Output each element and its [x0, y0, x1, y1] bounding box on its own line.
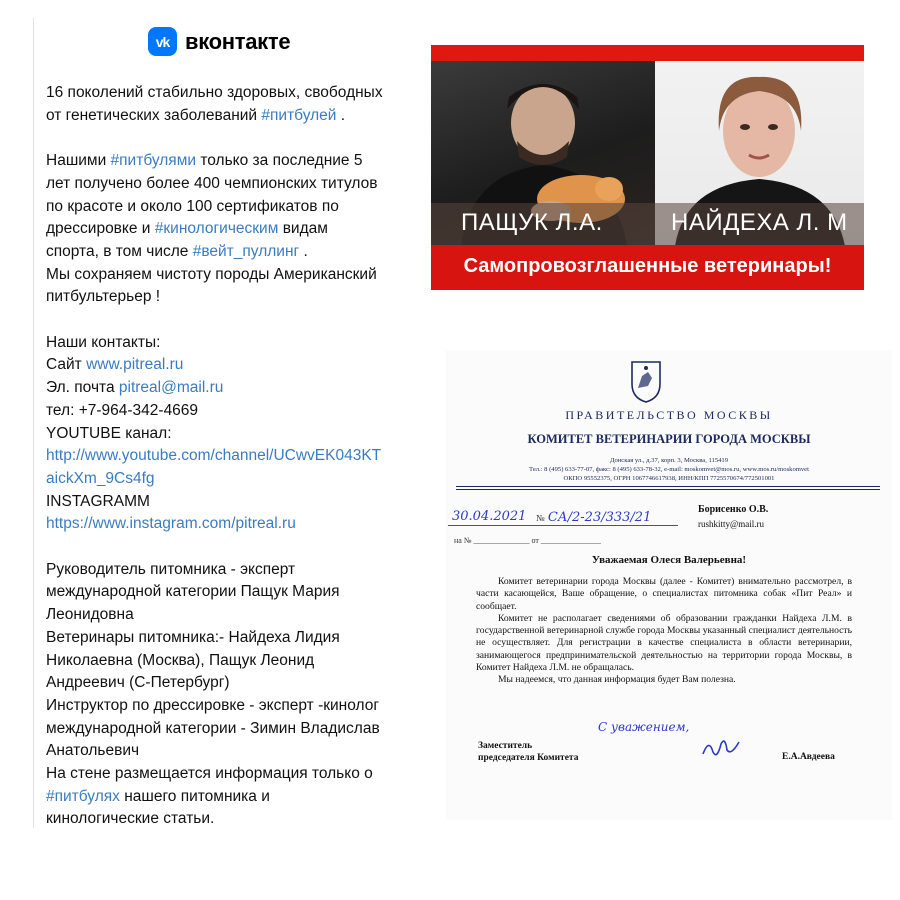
- post-text-span: .: [340, 106, 346, 124]
- vk-header: [148, 27, 290, 56]
- hashtag-link[interactable]: #питбулями: [110, 152, 197, 170]
- post-line: [46, 105, 421, 128]
- post-line: Руководитель питомника - эксперт: [46, 560, 296, 578]
- letter-paragraph: Мы надеемся, что данная информация будет Вам полезна.: [498, 674, 736, 686]
- reference-line: на № ______________ от _______________: [454, 536, 601, 545]
- letterhead-address: [446, 456, 892, 483]
- instagram-link[interactable]: https://www.instagram.com/pitreal.ru: [46, 515, 296, 533]
- number-sign: №: [536, 513, 545, 523]
- post-line: международной категории - Зимин Владислав: [46, 719, 380, 737]
- signatory-title-line: председателя Комитета: [478, 753, 579, 763]
- letter-paragraph: Комитет не располагает сведениями об образовании гражданки Найдеха Л.М. в государственной ветеринарной службе города Москвы указанный специалист деятельность не осуществляет. Для регистрации в качестве специалиста в области ветеринарии, занимающегося предпринимательской деятельностью на территории города Москвы, в Комитет Найдеха Л.М. не обращалась.: [476, 612, 852, 674]
- email-label: Эл. почта: [46, 379, 115, 397]
- post-text-span: нашего питомника и: [124, 787, 270, 805]
- signatory-name: Е.А.Авдеева: [782, 752, 835, 762]
- instagram-label: INSTAGRAMM: [46, 492, 150, 510]
- signature-icon: [701, 736, 741, 765]
- email-link[interactable]: pitreal@mail.ru: [118, 379, 224, 397]
- recipient-name: Борисенко О.В.: [698, 504, 769, 515]
- moscow-emblem-icon: [624, 358, 668, 409]
- caption-name-right: НАЙДЕХА Л. М: [671, 209, 848, 236]
- post-line: Андреевич (С-Петербург): [46, 674, 230, 692]
- official-letter: [446, 350, 892, 820]
- banner-caption: Самопровозглашенные ветеринары!: [431, 245, 864, 290]
- post-text-span: Нашими: [46, 152, 107, 170]
- collage-top-bar: [431, 45, 864, 61]
- post-text-span: спорта, в том числе: [46, 242, 189, 260]
- hashtag-link[interactable]: #питбулей: [261, 106, 337, 124]
- post-line: международной категории Пащук Мария: [46, 583, 340, 601]
- post-text-span: только за последние 5: [200, 152, 363, 170]
- post-line: [46, 786, 421, 809]
- recipient-block: [698, 502, 768, 531]
- address-line: Тел.: 8 (495) 633-77-07, факс: 8 (495) 633-78-32, e-mail: moskomvet@mos.ru, www.mos.ru/moskomvet: [529, 466, 809, 473]
- letterhead-divider: [456, 486, 880, 487]
- vk-brand-name: вконтакте: [185, 28, 291, 54]
- post-line: [46, 150, 421, 173]
- letterhead-government: ПРАВИТЕЛЬСТВО МОСКВЫ: [565, 408, 773, 422]
- post-line: Леонидовна: [46, 606, 134, 624]
- post-text-span: .: [303, 242, 308, 260]
- post-line: На стене размещается информация только о: [46, 765, 373, 783]
- hashtag-link[interactable]: #кинологическим: [154, 220, 279, 238]
- post-line: Анатольевич: [46, 742, 140, 760]
- registration-number: [536, 509, 651, 525]
- hashtag-link[interactable]: #вейт_пуллинг: [192, 242, 300, 260]
- handwritten-regards: С уважением,: [598, 720, 690, 734]
- post-line: 16 поколений стабильно здоровых, свободных: [46, 84, 383, 101]
- contacts-title: Наши контакты:: [46, 333, 161, 351]
- letter-body: [476, 576, 852, 687]
- site-link[interactable]: www.pitreal.ru: [86, 356, 184, 374]
- registration-date: 30.04.2021: [452, 509, 527, 524]
- caption-name-left: ПАЩУК Л.А.: [461, 209, 603, 236]
- letter-paragraph: Комитет ветеринарии города Москвы (далее - Комитет) внимательно рассмотрел, в части касающейся, Ваше обращение, о специалистах питомника собак «Пит Реал» и сообщает.: [476, 576, 852, 612]
- post-line: Инструктор по дрессировке - эксперт -кинолог: [46, 696, 380, 714]
- address-line: Донская ул., д.37, корп. 3, Москва, 115419: [609, 457, 729, 464]
- photo-collage: [431, 45, 864, 290]
- letterhead-divider: [456, 489, 880, 490]
- youtube-label: YOUTUBE канал:: [46, 424, 172, 442]
- post-line: по красоте и около 100 сертификатов по: [46, 197, 339, 215]
- post-text: [46, 82, 421, 831]
- post-line: [46, 354, 421, 377]
- post-line: Мы сохраняем чистоту породы Американский: [46, 265, 377, 283]
- youtube-link[interactable]: http://www.youtube.com/channel/UCwvEK043KT: [46, 447, 382, 465]
- post-text-span: дрессировке и: [46, 220, 151, 238]
- youtube-link[interactable]: aickXm_9Cs4fg: [46, 469, 155, 487]
- signatory-title: [478, 740, 578, 764]
- recipient-email: rushkitty@mail.ru: [698, 519, 765, 529]
- post-line: [46, 377, 421, 400]
- post-line: питбультерьер !: [46, 288, 161, 306]
- post-line: [46, 241, 421, 264]
- registration-number-value: СА/2-23/333/21: [547, 510, 652, 525]
- phone-line: тел: +7-964-342-4669: [46, 401, 199, 419]
- letterhead-committee: КОМИТЕТ ВЕТЕРИНАРИИ ГОРОДА МОСКВЫ: [527, 432, 811, 446]
- post-line: лет получено более 400 чемпионских титулов: [46, 174, 378, 192]
- registration-underline: [448, 525, 678, 526]
- hashtag-link[interactable]: #питбулях: [46, 787, 120, 805]
- post-line: кинологические статьи.: [46, 810, 215, 828]
- site-label: Сайт: [46, 356, 82, 374]
- post-text-span: видам: [282, 220, 328, 238]
- post-line: [46, 218, 421, 241]
- post-text-span: от генетических заболеваний: [46, 106, 258, 124]
- signatory-title-line: Заместитель: [478, 741, 533, 751]
- salutation: Уважаемая Олеся Валерьевна!: [591, 554, 747, 566]
- vk-logo-icon: vk: [148, 27, 177, 56]
- address-line: ОКПО 95552375, ОГРН 1067746617938, ИНН/КПП 7725570674/772501001: [563, 475, 775, 482]
- post-line: Ветеринары питомника:- Найдеха Лидия: [46, 628, 340, 646]
- post-line: Николаевна (Москва), Пащук Леонид: [46, 651, 315, 669]
